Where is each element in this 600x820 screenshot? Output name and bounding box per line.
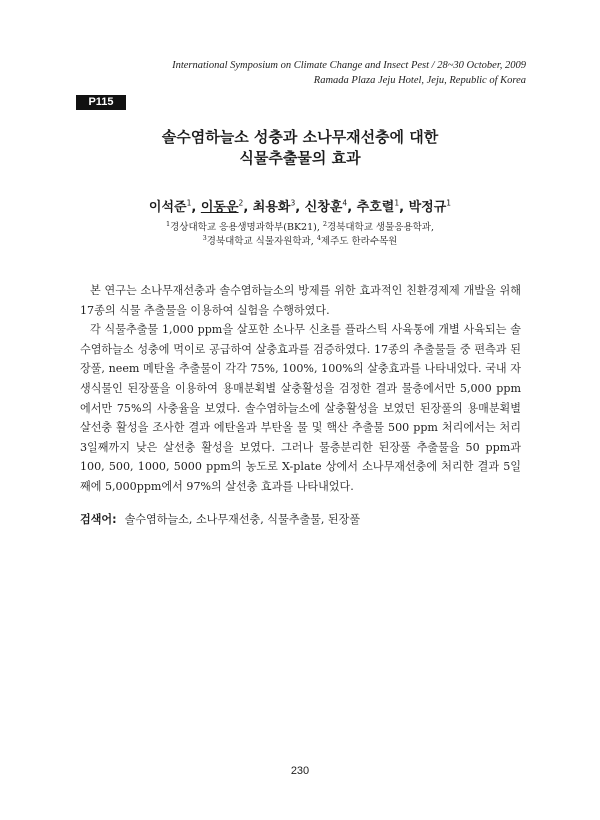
author-list <box>60 199 540 217</box>
header-line-2: Ramada Plaza Jeju Hotel, Jeju, Republic of Korea <box>313 75 526 86</box>
author-name-presenting: 이동운 <box>200 200 239 215</box>
author-name: 추호렬 <box>356 200 395 215</box>
page-number: 230 <box>290 765 310 777</box>
author-separator: , <box>243 200 253 215</box>
author-affiliation-number: 4 <box>342 198 348 208</box>
title-line-2: 식물추출물의 효과 <box>239 149 361 167</box>
keywords-text: 솔수염하늘소, 소나무재선충, 식물추출물, 된장풀 <box>124 513 361 526</box>
affiliation-text: 경상대학교 응용생명과학부(BK21), <box>170 222 323 233</box>
affiliations <box>60 221 540 249</box>
keywords-label: 검색어: <box>80 513 117 526</box>
author-separator: , <box>191 200 201 215</box>
author-separator: , <box>399 200 409 215</box>
author-separator: , <box>347 200 357 215</box>
author-affiliation-number: 1 <box>394 198 400 208</box>
abstract-paragraph-2: 각 식물추출물 1,000 ppm을 살포한 소나무 신초를 플라스틱 사육통에 개별 사육되는 솔수염하늘소 성충에 먹이로 공급하여 살충효과를 검증하였다. 17종의 추출물들 중 편측과 된장풀, neem 메탄올 추출물이 각각 75%, 100%, 100%의 살충효과를 나타내었다. 국내 자생식물인 된장풀을 이용하여 용매분획별 살충활성을 검정한 결과 물층에서만 5,000 ppm에서만 75%의 사충율을 보였다. 솔수염하늘소에 살충활성을 보였던 된장풀의 용매분획별 살선충 활성을 조사한 결과 에탄올과 부탄올 물 및 핵산 추출물 500 ppm 처리에서는 처리 3일째까지 낮은 살선충 활성을 보였다. 그러나 물층분리한 된장풀 추출물을 50 ppm과 100, 500, 1000, 5000 ppm의 농도로 X-plate 상에서 소나무재선충에 처리한 결과 5일째에 5,000ppm에서 97%의 살선충 효과를 나타내었다. <box>80 323 521 493</box>
affiliation-text: 제주도 한라수목원 <box>320 236 398 247</box>
paper-title <box>60 127 540 169</box>
affiliation-number: 2 <box>322 219 328 228</box>
affiliation-number: 1 <box>165 219 171 228</box>
conference-header <box>172 58 526 88</box>
affiliation-number: 3 <box>202 233 207 242</box>
author-affiliation-number: 1 <box>186 198 192 208</box>
abstract-body <box>80 281 521 497</box>
author-name: 신창훈 <box>304 200 343 215</box>
author-name: 최용화 <box>252 200 291 215</box>
affiliation-text: 경북대학교 생물응용학과, <box>327 222 435 233</box>
author-affiliation-number: 1 <box>446 198 452 208</box>
abstract-paragraph-1: 본 연구는 소나무재선충과 솔수염하늘소의 방제를 위한 효과적인 친환경제제 개발을 위해 17종의 식물 추출물을 이용하여 실험을 수행하였다. <box>80 284 521 317</box>
author-name: 박정규 <box>408 200 447 215</box>
author-affiliation-number: 3 <box>290 198 296 208</box>
poster-code-badge: P115 <box>76 95 126 110</box>
header-line-1: International Symposium on Climate Change and Insect Pest / 28~30 October, 2009 <box>172 60 526 71</box>
keywords <box>80 511 360 529</box>
author-separator: , <box>295 200 305 215</box>
author-affiliation-number: 2 <box>238 198 244 208</box>
author-name: 이석준 <box>148 200 187 215</box>
affiliation-line-1 <box>60 221 540 235</box>
title-line-1: 솔수염하늘소 성충과 소나무재선충에 대한 <box>161 128 439 146</box>
affiliation-number: 4 <box>316 233 321 242</box>
affiliation-text: 경북대학교 식물자원학과, <box>206 236 317 247</box>
affiliation-line-2 <box>60 235 540 249</box>
